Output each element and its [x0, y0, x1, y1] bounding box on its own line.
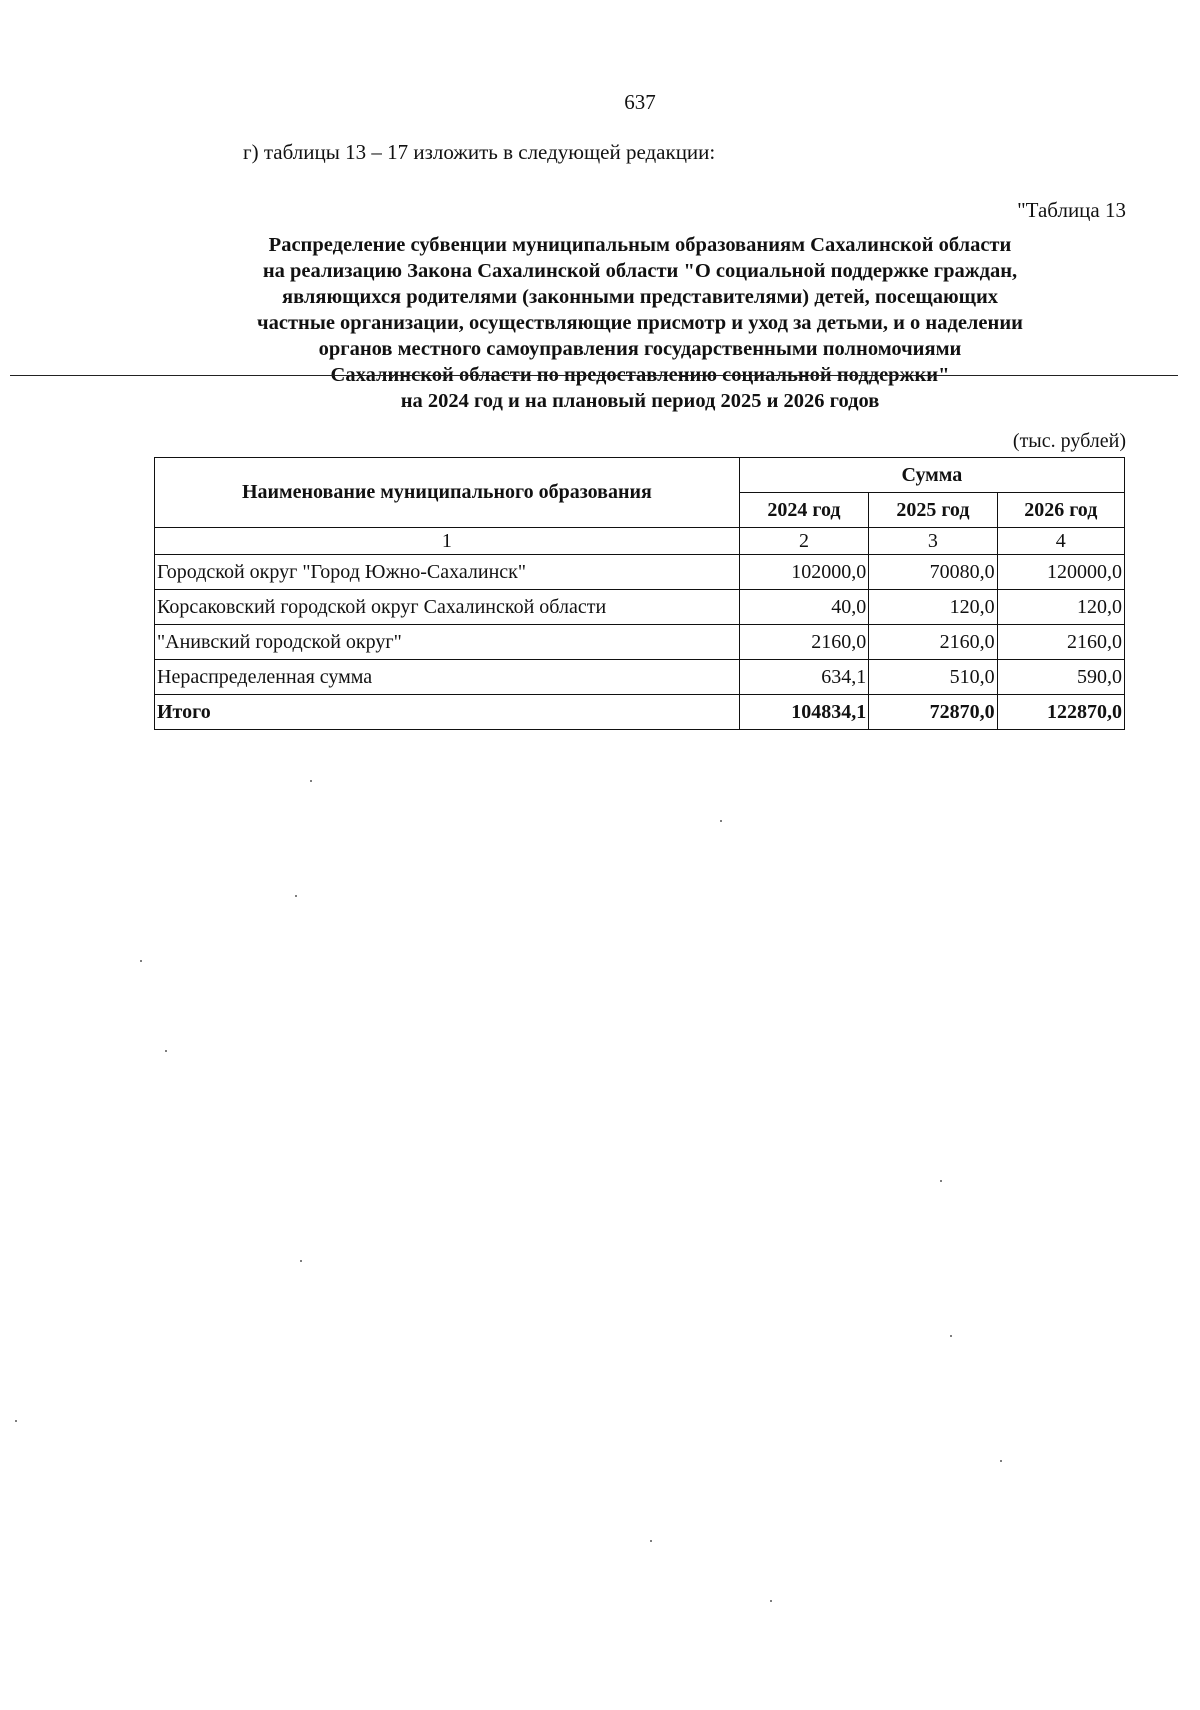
header-year-2025: 2025 год	[869, 493, 997, 528]
table-row	[155, 590, 1125, 625]
value-2025: 510,0	[869, 660, 997, 695]
municipality-name: "Анивский городской округ"	[155, 625, 740, 660]
value-2025: 2160,0	[869, 625, 997, 660]
subvention-table	[154, 457, 1125, 730]
total-2025: 72870,0	[869, 695, 997, 730]
header-year-2024: 2024 год	[739, 493, 868, 528]
header-year-2026: 2026 год	[997, 493, 1124, 528]
title-line: на реализацию Закона Сахалинской области "О социальной поддержке граждан,	[262, 260, 1018, 282]
municipality-name: Городской округ "Город Южно-Сахалинск"	[155, 555, 740, 590]
table-row	[155, 625, 1125, 660]
value-2024: 2160,0	[739, 625, 868, 660]
title-line: на 2024 год и на плановый период 2025 и 2026 годов	[400, 390, 880, 412]
table-row	[155, 660, 1125, 695]
value-2026: 2160,0	[997, 625, 1124, 660]
title-line: частные организации, осуществляющие присмотр и уход за детьми, и о наделении	[257, 312, 1023, 334]
index-cell: 4	[997, 528, 1124, 555]
header-sum: Сумма	[739, 458, 1124, 493]
total-row	[155, 695, 1125, 730]
title-line: органов местного самоуправления государственными полномочиями	[318, 338, 962, 360]
index-row	[155, 528, 1125, 555]
index-cell: 2	[739, 528, 868, 555]
index-cell: 1	[155, 528, 740, 555]
units-label: (тыс. рублей)	[1012, 430, 1126, 452]
title-line: являющихся родителями (законными представителями) детей, посещающих	[281, 286, 999, 308]
value-2025: 120,0	[869, 590, 997, 625]
header-row	[155, 458, 1125, 493]
table-row	[155, 555, 1125, 590]
municipality-name: Корсаковский городской округ Сахалинской области	[155, 590, 740, 625]
total-2026: 122870,0	[997, 695, 1124, 730]
page-number: 637	[624, 90, 656, 114]
header-name: Наименование муниципального образования	[155, 458, 740, 528]
value-2024: 40,0	[739, 590, 868, 625]
intro-text: г) таблицы 13 – 17 изложить в следующей редакции:	[243, 140, 716, 164]
title-line: Распределение субвенции муниципальным образованиям Сахалинской области	[268, 234, 1012, 256]
value-2024: 102000,0	[739, 555, 868, 590]
value-2026: 590,0	[997, 660, 1124, 695]
municipality-name: Нераспределенная сумма	[155, 660, 740, 695]
total-label: Итого	[155, 695, 740, 730]
value-2025: 70080,0	[869, 555, 997, 590]
total-2024: 104834,1	[739, 695, 868, 730]
value-2026: 120000,0	[997, 555, 1124, 590]
table-title	[140, 232, 1140, 414]
value-2024: 634,1	[739, 660, 868, 695]
value-2026: 120,0	[997, 590, 1124, 625]
index-cell: 3	[869, 528, 997, 555]
title-line: Сахалинской области по предоставлению социальной поддержки"	[330, 364, 950, 386]
table-label: "Таблица 13	[1017, 198, 1126, 222]
scan-line	[10, 375, 1178, 376]
